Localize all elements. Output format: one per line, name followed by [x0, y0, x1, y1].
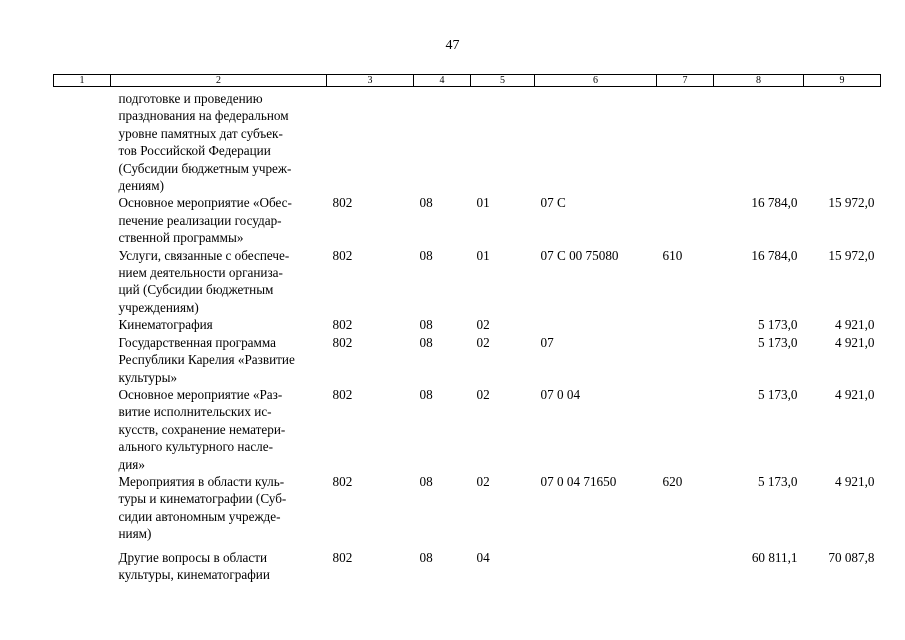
target-article-code: [535, 316, 657, 333]
col-header-1: 1: [54, 75, 111, 87]
table-row: [54, 194, 881, 246]
amount-col9: 4 921,0: [834, 473, 875, 489]
ministry-code: 802: [332, 317, 353, 333]
page-number: 47: [445, 38, 460, 53]
col-header-9: 9: [804, 75, 881, 87]
expense-type-code: 620: [662, 473, 683, 489]
row-col-1: [54, 334, 111, 386]
ministry-code: 802: [332, 247, 353, 263]
section-code: 08: [419, 195, 433, 211]
subsection-code: 01: [476, 195, 490, 211]
row-col-1: [54, 543, 111, 584]
target-article-code: [535, 543, 657, 584]
subsection-code: [471, 87, 535, 195]
target-article-code: 07 С: [540, 195, 566, 211]
col-header-5: 5: [471, 75, 535, 87]
target-article-code: 07 0 04: [540, 386, 581, 402]
amount-col8: 5 173,0: [757, 317, 798, 333]
expense-type-code: [657, 386, 714, 473]
subsection-code: 02: [476, 334, 490, 350]
subsection-code: 02: [476, 386, 490, 402]
row-col-1: [54, 87, 111, 195]
expense-type-code: [657, 316, 714, 333]
table-row: [54, 386, 881, 473]
col-header-4: 4: [414, 75, 471, 87]
expense-type-code: [657, 543, 714, 584]
item-name: Мероприятия в области куль- туры и кинематографии (Суб- сидии автономным учрежде- ниям): [118, 473, 287, 542]
amount-col9: 4 921,0: [834, 386, 875, 402]
amount-col8: 5 173,0: [757, 473, 798, 489]
target-article-code: [535, 87, 657, 195]
amount-col8: 60 811,1: [751, 549, 798, 565]
subsection-code: 02: [476, 317, 490, 333]
table-body: [54, 87, 881, 584]
amount-col9: 70 087,8: [828, 549, 875, 565]
section-code: [414, 87, 471, 195]
amount-col8: 5 173,0: [757, 334, 798, 350]
section-code: 08: [419, 334, 433, 350]
ministry-code: 802: [332, 473, 353, 489]
section-code: 08: [419, 247, 433, 263]
section-code: 08: [419, 549, 433, 565]
table-row: [54, 316, 881, 333]
subsection-code: 04: [476, 549, 490, 565]
amount-col8: [714, 87, 804, 195]
subsection-code: 02: [476, 473, 490, 489]
expense-type-code: [657, 194, 714, 246]
row-col-1: [54, 316, 111, 333]
row-col-1: [54, 194, 111, 246]
item-name: Основное мероприятие «Раз- витие исполнительских ис- кусств, сохранение нематери- ального культурного насле- дия»: [118, 386, 286, 472]
col-header-6: 6: [535, 75, 657, 87]
col-header-7: 7: [657, 75, 714, 87]
ministry-code: 802: [332, 334, 353, 350]
col-header-2: 2: [111, 75, 327, 87]
target-article-code: 07 0 04 71650: [540, 473, 617, 489]
expense-type-code: [657, 87, 714, 195]
target-article-code: 07: [540, 334, 554, 350]
ministry-code: 802: [332, 549, 353, 565]
amount-col9: 15 972,0: [828, 195, 875, 211]
section-code: 08: [419, 473, 433, 489]
table-row: [54, 543, 881, 584]
col-header-8: 8: [714, 75, 804, 87]
table-row: [54, 87, 881, 195]
ministry-code: [327, 87, 414, 195]
ministry-code: 802: [332, 386, 353, 402]
item-name: Услуги, связанные с обеспече- нием деятельности организа- ций (Субсидии бюджетным учреждениям): [118, 247, 290, 315]
item-name: подготовке и проведению празднования на федеральном уровне памятных дат субъек- тов Российской Федерации (Субсидии бюджетным учреж- дениям): [118, 91, 292, 194]
amount-col8: 5 173,0: [757, 386, 798, 402]
amount-col9: 15 972,0: [828, 247, 875, 263]
item-name: Основное мероприятие «Обес- печение реализации государ- ственной программы»: [118, 195, 292, 246]
item-name: Государственная программа Республики Карелия «Развитие культуры»: [118, 334, 295, 385]
amount-col8: 16 784,0: [751, 195, 798, 211]
section-code: 08: [419, 386, 433, 402]
section-code: 08: [419, 317, 433, 333]
subsection-code: 01: [476, 247, 490, 263]
table-row: [54, 334, 881, 386]
col-header-3: 3: [327, 75, 414, 87]
amount-col9: [804, 87, 881, 195]
row-col-1: [54, 473, 111, 543]
expense-type-code: [657, 334, 714, 386]
ministry-code: 802: [332, 195, 353, 211]
amount-col9: 4 921,0: [834, 334, 875, 350]
amount-col8: 16 784,0: [751, 247, 798, 263]
target-article-code: 07 С 00 75080: [540, 247, 619, 263]
column-number-row: [54, 75, 881, 87]
table-row: [54, 247, 881, 317]
expense-type-code: 610: [662, 247, 683, 263]
row-col-1: [54, 247, 111, 317]
table-row: [54, 473, 881, 543]
budget-table: [53, 74, 881, 583]
item-name: Другие вопросы в области культуры, кинематографии: [118, 549, 270, 582]
item-name: Кинематография: [118, 317, 213, 333]
row-col-1: [54, 386, 111, 473]
amount-col9: 4 921,0: [834, 317, 875, 333]
